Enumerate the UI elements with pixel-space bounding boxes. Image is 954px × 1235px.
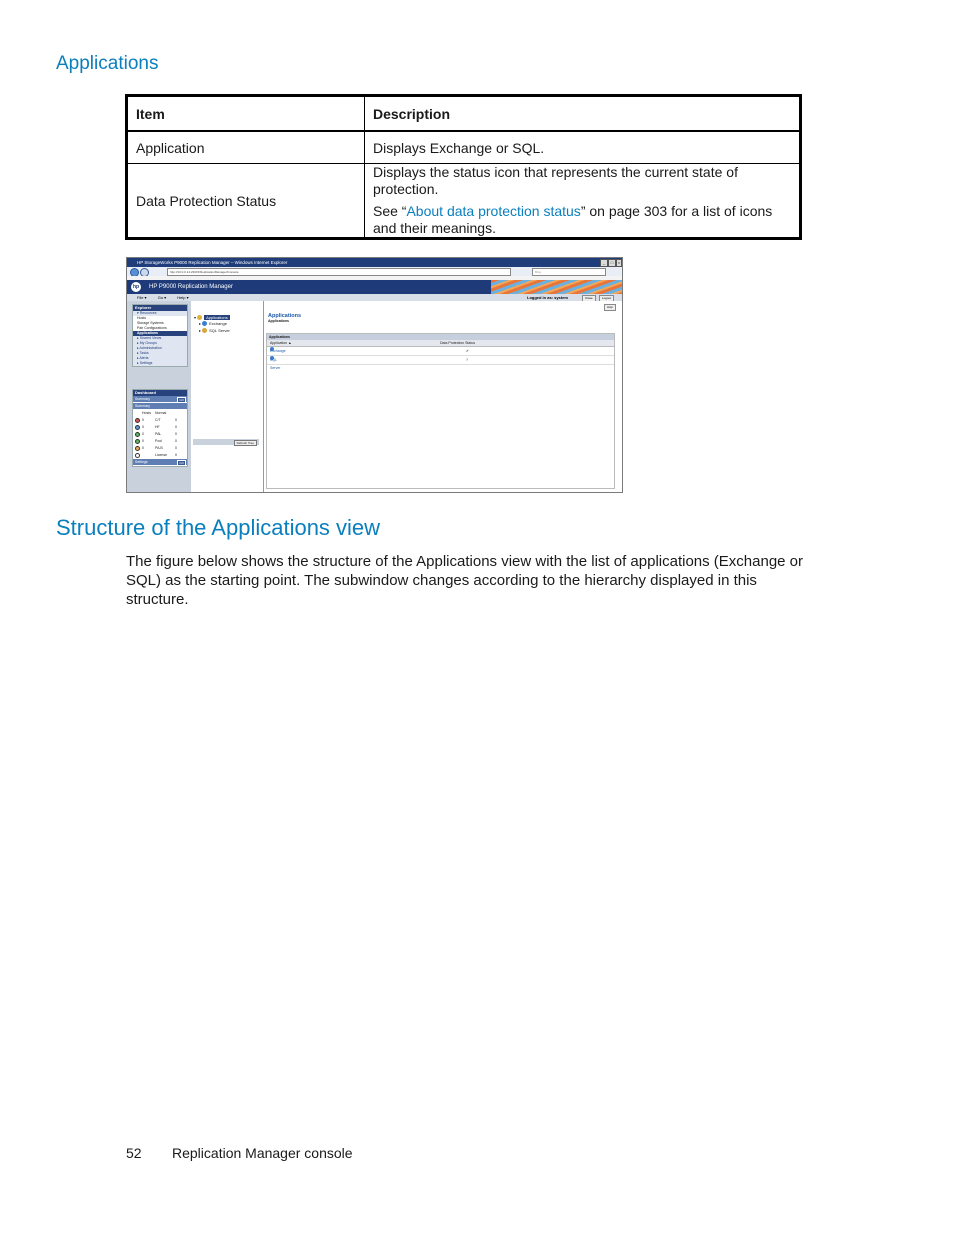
page-number: 52 — [126, 1145, 142, 1161]
dashboard-row-label: Summary — [135, 404, 150, 408]
product-name: HP P9000 Replication Manager — [149, 284, 233, 290]
tree-node-label: SQL Server — [209, 328, 230, 333]
stat-label: HF — [155, 425, 160, 429]
applications-table — [125, 94, 802, 240]
explorer-item[interactable]: ▸ My Groups — [133, 341, 187, 346]
stat-row — [133, 452, 187, 459]
stat-value: 0 — [175, 439, 177, 443]
status-icon — [135, 425, 140, 430]
browser-title-bar — [127, 258, 622, 267]
explorer-item[interactable]: ▸ Administration — [133, 346, 187, 351]
status-icon — [135, 453, 140, 458]
column-header-item: Item — [127, 96, 365, 132]
application-name: Exchange — [270, 349, 286, 353]
applications-subwindow — [264, 301, 621, 492]
dashboard-row — [133, 403, 187, 409]
stat-header-label: Normal — [155, 411, 167, 415]
left-navigation — [127, 301, 191, 492]
logged-in-label: Logged in as: system — [527, 295, 568, 300]
application-rows — [267, 347, 614, 370]
stat-label: PA.B — [155, 446, 163, 450]
status-icon — [135, 439, 140, 444]
status-icon — [135, 446, 140, 451]
dashboard-panel-title: Dashboard — [133, 390, 187, 396]
column-header-description: Description — [365, 96, 801, 132]
tree-node-sql-server[interactable]: ▸ SQL Server — [199, 328, 230, 333]
status-icon — [135, 418, 140, 423]
footer-title: Replication Manager console — [172, 1145, 353, 1161]
table-row[interactable] — [267, 347, 614, 356]
stat-list — [133, 417, 187, 459]
stat-count: 0 — [142, 418, 144, 422]
stat-header — [133, 410, 187, 417]
refresh-tree-button[interactable]: Refresh Tree — [234, 440, 257, 446]
go-button[interactable]: GO — [179, 398, 184, 402]
stat-row — [133, 431, 187, 438]
table-row[interactable] — [267, 356, 614, 370]
stat-label: PAL — [155, 432, 162, 436]
go-button[interactable]: GO — [179, 461, 184, 465]
table-row — [127, 131, 801, 164]
subwindow-breadcrumb: Applications — [268, 319, 290, 323]
explorer-item[interactable]: Storage Systems — [137, 321, 164, 325]
stat-count: 0 — [142, 425, 144, 429]
logout-button[interactable]: Logout — [599, 295, 614, 302]
stat-label: Pool — [155, 439, 163, 443]
menu-file[interactable]: File ▾ — [137, 295, 147, 300]
body-paragraph: The figure below shows the structure of the Applications view with the list of applications (Exchange or SQL) as the starting point. The subwindow changes according to the hierarchy displayed in this structure. — [126, 553, 804, 608]
explorer-item[interactable]: ▾ Resources — [133, 311, 187, 316]
list-header — [267, 340, 614, 347]
stat-value: 0 — [175, 418, 177, 422]
stat-count: 0 — [142, 432, 144, 436]
stat-header-label: Hosts — [142, 411, 151, 415]
tree-node-label: Applications — [206, 315, 228, 320]
explorer-item[interactable]: Hosts — [137, 316, 146, 320]
refresh-bar — [193, 439, 259, 445]
explorer-panel-title: Explorer — [133, 305, 187, 311]
table-cell-item: Application — [127, 131, 365, 164]
app-menu-bar — [127, 294, 622, 301]
stat-row — [133, 438, 187, 445]
close-button[interactable]: Close — [582, 295, 596, 302]
stat-value: 0 — [175, 453, 177, 457]
menu-go[interactable]: Go ▾ — [157, 295, 167, 300]
stat-value: 0 — [175, 432, 177, 436]
exchange-icon — [202, 321, 207, 326]
stat-count: 0 — [142, 446, 144, 450]
application-name: SQL Server — [270, 358, 281, 370]
section-heading-structure: Structure of the Applications view — [56, 515, 381, 540]
table-header-row — [127, 96, 801, 132]
column-header-data-protection-status[interactable]: Data Protection Status — [440, 341, 476, 345]
dashboard-panel — [132, 389, 188, 467]
stat-value: 0 — [175, 446, 177, 450]
stat-label: C/T — [155, 418, 161, 422]
dashboard-row-label: Summary — [135, 397, 150, 401]
list-title-bar: Applications — [267, 334, 614, 340]
explorer-item[interactable]: ▸ Alerts — [133, 356, 187, 361]
explorer-item-selected[interactable]: Applications — [133, 331, 187, 336]
tree-node-applications[interactable]: ▾ Applications — [194, 315, 228, 320]
applications-list — [266, 333, 615, 489]
help-button[interactable]: Help — [604, 304, 616, 311]
explorer-item[interactable]: ▸ Tasks — [133, 351, 187, 356]
explorer-item[interactable]: ▸ Shared Views — [133, 336, 187, 341]
header-banner-art — [491, 280, 622, 294]
table-row — [127, 164, 801, 239]
explorer-item[interactable]: ▸ Settings — [133, 361, 187, 366]
description-line: Displays the status icon that represents the current state of protection. — [373, 164, 738, 197]
minimize-icon[interactable]: _ — [600, 259, 608, 267]
stat-row — [133, 445, 187, 452]
stat-row — [133, 424, 187, 431]
folder-icon — [197, 315, 202, 320]
section-heading-applications: Applications — [56, 53, 159, 74]
menu-help[interactable]: Help ▾ — [177, 295, 189, 300]
description-line — [373, 203, 791, 237]
column-header-application[interactable]: Application ▲ — [270, 341, 292, 345]
table-cell-description — [365, 164, 801, 239]
subwindow-title: Applications — [268, 313, 302, 319]
explorer-panel — [132, 304, 188, 367]
page-footer — [126, 1145, 353, 1161]
applications-view-screenshot — [126, 257, 623, 493]
stat-row — [133, 417, 187, 424]
dashboard-row-label: Settings — [135, 460, 148, 464]
protection-status-icon: ✔ — [466, 349, 469, 353]
browser-address-bar — [127, 267, 622, 276]
address-input[interactable]: http://10.0.0.14:23015/ReplicationManager/Console — [167, 268, 511, 276]
stat-label: License — [155, 453, 168, 457]
stat-count: 0 — [142, 439, 144, 443]
dashboard-row — [133, 396, 187, 402]
table-cell-description: Displays Exchange or SQL. — [365, 131, 801, 164]
dashboard-row — [133, 459, 187, 465]
tree-node-exchange[interactable]: ▸ Exchange — [199, 321, 227, 326]
navigation-tree — [191, 301, 264, 492]
search-input[interactable]: Bing — [532, 268, 606, 276]
about-data-protection-status-link[interactable]: About data protection status — [406, 203, 581, 219]
browser-window-title: HP StorageWorks P9000 Replication Manager – Windows Internet Explorer — [137, 260, 288, 265]
description-text: See “ — [373, 203, 407, 219]
sql-server-icon — [202, 328, 207, 333]
tree-node-label: Exchange — [209, 321, 227, 326]
status-icon — [135, 432, 140, 437]
protection-status-icon: ? — [466, 358, 468, 362]
close-icon[interactable]: × — [617, 260, 621, 265]
app-header — [127, 280, 622, 294]
description-text: ” on page 303 for a list of icons and their meanings. — [373, 203, 773, 236]
hp-logo-icon: hp — [132, 284, 140, 290]
table-cell-item: Data Protection Status — [127, 164, 365, 239]
maximize-icon[interactable]: □ — [608, 259, 616, 267]
explorer-item[interactable]: Pair Configurations — [137, 326, 167, 330]
stat-value: 0 — [175, 425, 177, 429]
